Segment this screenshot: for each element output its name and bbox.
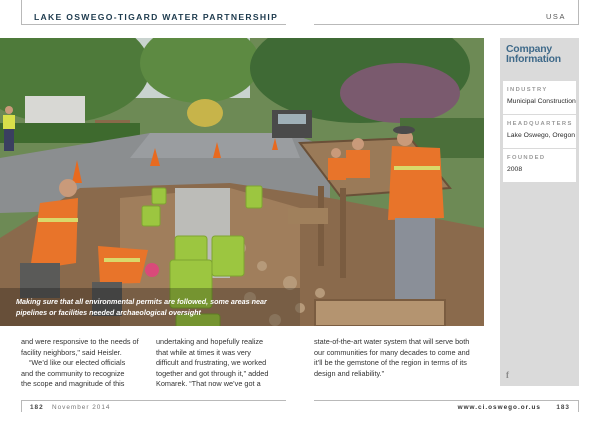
- text-line: our communities for many decades to come and: [314, 347, 470, 357]
- text-line: “We’d like our elected officials: [29, 358, 126, 367]
- text-line: difficult and frustrating, we worked: [156, 358, 267, 367]
- field-value: 2008: [507, 166, 523, 173]
- field-value: Municipal Construction: [507, 98, 576, 105]
- bucket: [142, 206, 160, 226]
- text-line: and the community to recognize: [21, 368, 125, 378]
- photo-caption: [16, 297, 316, 318]
- founded-field: [503, 149, 576, 182]
- field-label: INDUSTRY: [507, 87, 548, 93]
- text-line: facility neighbors," said Heisler.: [21, 347, 122, 357]
- bucket: [246, 186, 262, 208]
- footer-left: [21, 400, 286, 412]
- caption-line: pipelines or facilities needed archaeological oversight: [16, 307, 201, 317]
- sidebar-heading: [500, 38, 579, 81]
- company-info-sidebar: [500, 38, 579, 386]
- field-label: FOUNDED: [507, 155, 546, 161]
- text-line: the scope and magnitude of this: [21, 379, 125, 388]
- page-number-right: 183: [556, 404, 570, 411]
- publication-title: LAKE OSWEGO-TIGARD WATER PARTNERSHIP: [34, 12, 279, 22]
- issue-date: November 2014: [52, 404, 111, 411]
- field-value: Lake Oswego, Oregon: [507, 132, 576, 139]
- text-column-2: [156, 337, 286, 390]
- website-link[interactable]: www.ci.oswego.or.us: [457, 404, 541, 411]
- sidebar-title-line: Company: [506, 44, 552, 55]
- country-label: USA: [546, 12, 566, 21]
- text-line: that while at times it was very: [156, 347, 251, 357]
- text-line: and were responsive to the needs of: [21, 337, 139, 346]
- text-line: Komarek. “That now we’ve got a: [156, 379, 261, 388]
- field-label: HEADQUARTERS: [507, 121, 573, 127]
- yellow-shrub: [187, 99, 223, 127]
- bucket: [152, 188, 166, 204]
- header-right: [314, 0, 579, 25]
- industry-field: [503, 81, 576, 114]
- bucket: [212, 236, 244, 276]
- sidebar-title-line: Information: [506, 54, 561, 66]
- purple-tree: [340, 63, 460, 123]
- text-line: together and got through it,” added: [156, 368, 269, 378]
- headquarters-field: [503, 115, 576, 148]
- page-number-left: 182: [30, 404, 44, 411]
- text-line: undertaking and hopefully realize: [156, 337, 264, 346]
- header-left: [21, 0, 286, 25]
- text-line: state-of-the-art water system that will serve both: [314, 337, 470, 346]
- photo-illustration: [0, 38, 484, 326]
- text-line: design and reliability.”: [314, 368, 385, 378]
- text-column-1: [21, 337, 151, 390]
- wooden-crate: [315, 300, 445, 326]
- footer-right: [314, 400, 579, 412]
- caption-line: Making sure that all environmental permits are followed, some areas near: [16, 297, 267, 306]
- text-column-3: [314, 337, 494, 379]
- facebook-icon[interactable]: f: [506, 370, 509, 380]
- text-line: it’ll be the gemstone of the region in terms of its: [314, 358, 467, 367]
- feature-photo: [0, 38, 484, 326]
